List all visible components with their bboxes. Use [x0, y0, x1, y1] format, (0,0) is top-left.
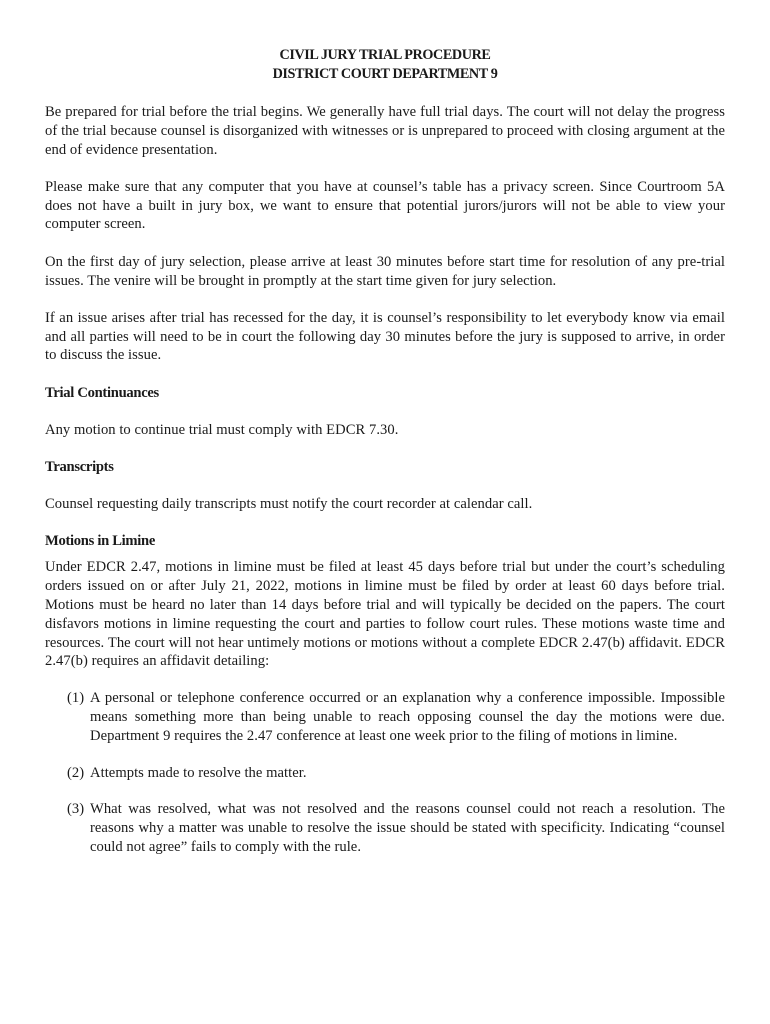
document-page [45, 46, 725, 875]
list-item-text: What was resolved, what was not resolved and the reasons counsel could not reach a resolution. The reasons why a matter was unable to resolve the issue should be stated with specificity. Indicating “counsel could not agree” fails to comply with the rule. [90, 801, 725, 855]
list-item-number: (2) [67, 764, 85, 781]
list-item-text: Attempts made to resolve the matter. [90, 764, 307, 781]
intro-paragraph-preparation: Be prepared for trial before the trial begins. We generally have full trial days. The court will not delay the progress of the trial because counsel is disorganized with witnesses or is unprepared to proceed with closing argument at the end of evidence presentation. [45, 104, 725, 158]
section-heading: Transcripts [45, 459, 114, 476]
document-title-block [45, 46, 725, 84]
intro-paragraph-recess-issues: If an issue arises after trial has recessed for the day, it is counsel’s responsibility to let everybody know via email and all parties will need to be in court the following day 30 minutes before the jury is supposed to arrive, in order to discuss the issue. [45, 309, 725, 364]
list-item-number: (3) [67, 801, 85, 818]
intro-paragraph-jury-selection: On the first day of jury selection, please arrive at least 30 minutes before start time for resolution of any pre-trial issues. The venire will be brought in promptly at the start time given for jury selection. [45, 253, 725, 289]
section-trial-continuances [45, 384, 725, 440]
section-body: Counsel requesting daily transcripts must notify the court recorder at calendar call. [45, 496, 533, 513]
section-motions-in-limine [45, 532, 725, 856]
list-item [67, 689, 725, 745]
section-heading: Motions in Limine [45, 533, 156, 550]
list-item-text: A personal or telephone conference occurred or an explanation why a conference impossible. Impossible means something more than being unable to reach opposing counsel the day the motions were due. Department 9 requires the 2.47 conference at least one week prior to the filing of motions in limine. [90, 690, 725, 744]
list-item [67, 800, 725, 856]
affidavit-requirements-list [45, 689, 725, 857]
list-item [67, 764, 725, 783]
intro-paragraph-privacy-screen: Please make sure that any computer that you have at counsel’s table has a privacy screen. Since Courtroom 5A does not have a built in jury box, we want to ensure that potential jurors/jurors will not be able to view your computer screen. [45, 178, 725, 233]
document-title: CIVIL JURY TRIAL PROCEDURE [279, 47, 491, 63]
section-body: Any motion to continue trial must comply with EDCR 7.30. [45, 421, 399, 438]
section-transcripts [45, 458, 725, 514]
section-heading: Trial Continuances [45, 384, 159, 401]
list-item-number: (1) [67, 690, 85, 707]
section-body: Under EDCR 2.47, motions in limine must be filed at least 45 days before trial but under the court’s scheduling orders issued on or after July 21, 2022, motions in limine must be filed by order at least 60 days before trial. Motions must be heard no later than 14 days before trial and will typically be decided on the papers. The court disfavors motions in limine requesting the court and parties to follow court rules. These motions waste time and resources. The court will not hear untimely motions or motions without a complete EDCR 2.47(b) affidavit. EDCR 2.47(b) requires an affidavit detailing: [45, 559, 725, 670]
document-subtitle: DISTRICT COURT DEPARTMENT 9 [272, 66, 498, 82]
